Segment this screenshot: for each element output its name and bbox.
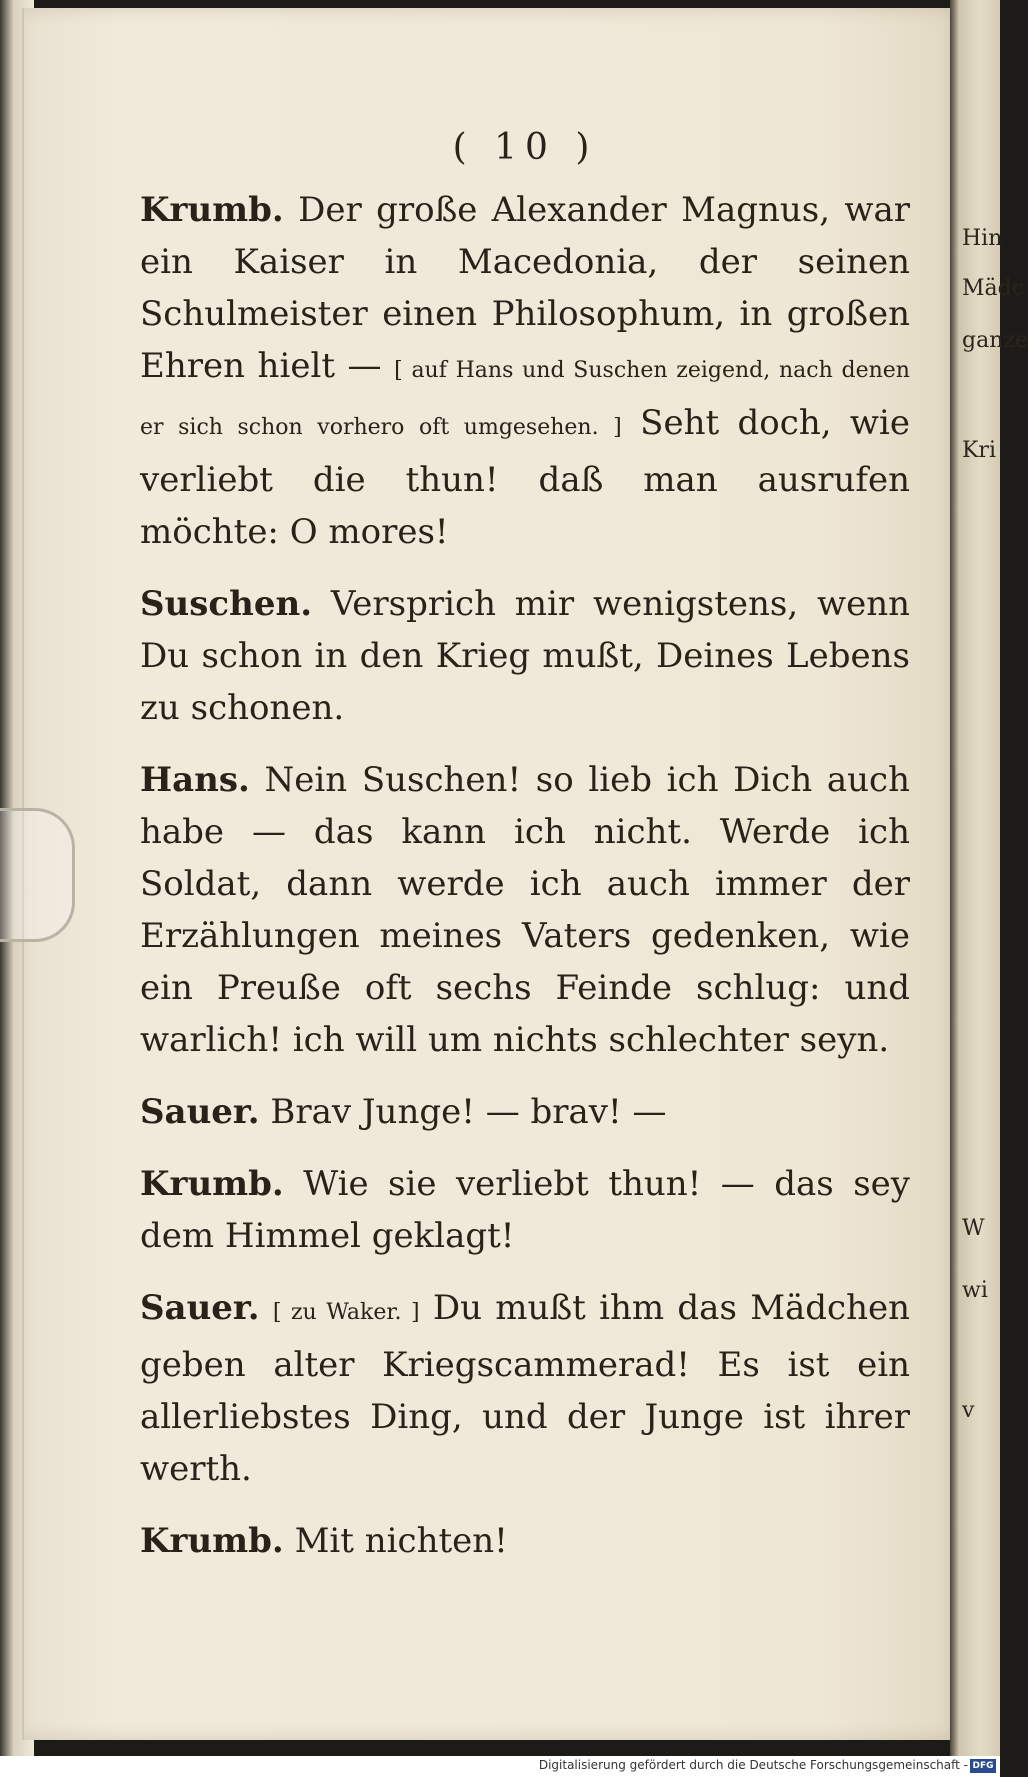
funding-credit: Digitalisierung gefördert durch die Deutsche Forschungsgemeinschaft - bbox=[538, 1758, 968, 1772]
page-clip bbox=[0, 808, 75, 942]
bleed-text: wi bbox=[962, 1278, 988, 1303]
dialogue-paragraph bbox=[140, 1158, 910, 1262]
dialogue-text: Der große Alexander Magnus, war ein Kaiser in Macedonia, der seinen Schulmeister einen Philosophum, in großen Ehren hielt — bbox=[140, 190, 910, 386]
speaker-name: Suschen. bbox=[140, 584, 313, 624]
speaker-name: Sauer. bbox=[140, 1092, 260, 1132]
dialogue-text: Brav Junge! — brav! — bbox=[270, 1092, 667, 1132]
dialogue-paragraph bbox=[140, 578, 910, 734]
dialogue-paragraph bbox=[140, 1282, 910, 1495]
dialogue-text: Nein Suschen! so lieb ich Dich auch habe — das kann ich nicht. Werde ich Soldat, dann werde ich auch immer der Erzählungen meines Vaters gedenken, wie ein Preuße oft sechs Feinde schlug: und warlich! ich will um nichts schlechter seyn. bbox=[140, 760, 910, 1060]
speaker-name: Krumb. bbox=[140, 1521, 284, 1561]
facing-page-edge bbox=[950, 0, 1003, 1777]
dialogue-paragraph bbox=[140, 1086, 910, 1138]
dialogue-text: Mit nichten! bbox=[294, 1521, 508, 1561]
bleed-text: ganze bbox=[962, 328, 1028, 353]
speaker-name: Hans. bbox=[140, 760, 250, 800]
speaker-name: Krumb. bbox=[140, 190, 284, 230]
dfg-logo: DFG bbox=[970, 1759, 996, 1773]
page-number: ( 10 ) bbox=[452, 127, 598, 168]
bleed-text: Hin bbox=[962, 226, 1003, 251]
bleed-text: W bbox=[962, 1216, 985, 1241]
dialogue-text: Wie sie verliebt thun! — das sey dem Himmel geklagt! bbox=[140, 1164, 910, 1256]
dialogue-paragraph bbox=[140, 754, 910, 1066]
bleed-text: Mädc bbox=[962, 276, 1025, 301]
stage-direction: [ zu Waker. ] bbox=[272, 1300, 420, 1325]
dialogue-paragraph bbox=[140, 1515, 910, 1567]
speaker-name: Krumb. bbox=[140, 1164, 284, 1204]
dialogue-text: Versprich mir wenigstens, wenn Du schon in den Krieg mußt, Deines Lebens zu schonen. bbox=[140, 584, 910, 728]
dialogue-text: Seht doch, wie verliebt die thun! daß man ausrufen möchte: O mores! bbox=[140, 403, 911, 552]
bleed-text: v bbox=[962, 1398, 975, 1423]
dialogue-paragraph bbox=[140, 184, 910, 558]
speaker-name: Sauer. bbox=[140, 1288, 260, 1328]
dialogue-text: Du mußt ihm das Mädchen geben alter Kriegscammerad! Es ist ein allerliebstes Ding, und der Junge ist ihrer werth. bbox=[140, 1288, 911, 1489]
bleed-text: Kri bbox=[962, 438, 996, 463]
stage-direction: [ auf Hans und Suschen zeigend, nach denen er sich schon vorhero oft umgesehen. ] bbox=[140, 358, 910, 440]
page-text bbox=[140, 122, 910, 1587]
